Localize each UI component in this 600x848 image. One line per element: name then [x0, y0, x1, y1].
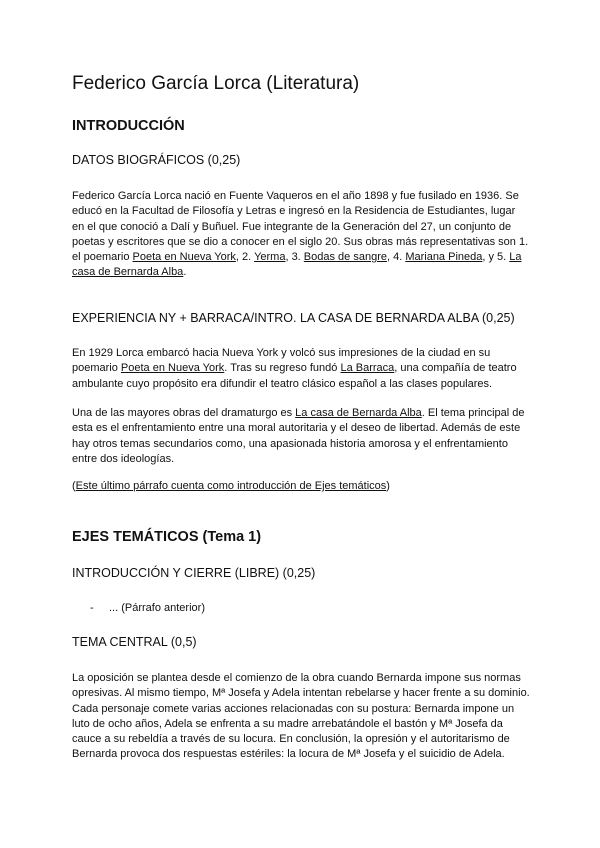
datos-paragraph: Federico García Lorca nació en Fuente Vaqueros en el año 1898 y fue fusilado en 1936. Se educó en la Facultad de Filosofía y Letras e ingresó en la Residencia de Estudiantes, lugar en el que conoció a Dalí y Buñuel. Fue integrante de la Generación del 27, un conjunto de poetas y escritores que se dio a conocer en el siglo 20. Sus obras más representativas son 1. el poemario Poeta en Nueva York, 2. Yerma, 3. Bodas de sangre, 4. Mariana Pineda, y 5. La casa de Bernarda Alba.: [72, 190, 529, 279]
intro-cierre-heading: INTRODUCCIÓN Y CIERRE (LIBRE) (0,25): [72, 566, 316, 580]
work-link-bernarda: La casa de Bernarda Alba: [72, 251, 522, 279]
work-link-barraca: La Barraca: [340, 362, 395, 375]
ejes-heading: EJES TEMÁTICOS (Tema 1): [72, 529, 262, 545]
work-link-bodas: Bodas de sangre: [303, 251, 387, 264]
datos-heading: DATOS BIOGRÁFICOS (0,25): [72, 153, 241, 167]
document-title: Federico García Lorca (Literatura): [72, 73, 360, 94]
bullet-text: ... (Párrafo anterior): [109, 602, 205, 614]
work-link-yerma: Yerma: [254, 251, 286, 264]
tema-central-heading: TEMA CENTRAL (0,5): [72, 635, 197, 649]
experiencia-paragraph-1: En 1929 Lorca embarcó hacia Nueva York y volcó sus impresiones de la ciudad en su poemario Poeta en Nueva York. Tras su regreso fundó La Barraca, una compañía de teatro ambulante cuyo propósito era difundir el teatro clásico español a las clases populares.: [72, 347, 517, 390]
experiencia-heading: EXPERIENCIA NY + BARRACA/INTRO. LA CASA DE BERNARDA ALBA (0,25): [72, 311, 515, 325]
experiencia-paragraph-2: Una de las mayores obras del dramaturgo es La casa de Bernarda Alba. El tema principal de esta es el enfrentamiento entre una moral autoritaria y el deseo de libertad. Además de este hay otros temas secundarios como, una apasionada historia amorosa y el enfrentamiento entre dos ideologías.: [72, 407, 525, 465]
note-paragraph: (Este último párrafo cuenta como introducción de Ejes temáticos): [72, 480, 390, 492]
intro-heading: INTRODUCCIÓN: [72, 118, 185, 134]
work-link-poeta: Poeta en Nueva York: [132, 251, 236, 264]
work-link-mariana: Mariana Pineda: [405, 251, 483, 264]
bullet-dash: -: [90, 602, 94, 614]
tema-central-paragraph: La oposición se plantea desde el comienzo de la obra cuando Bernarda impone sus normas opresivas. Al mismo tiempo, Mª Josefa y Adela intentan rebelarse y hacer frente a su dominio. Cada personaje comete varias acciones relacionadas con su postura: Bernarda impone un luto de ocho años, Adela se enfrenta a su madre arrebatándole el bastón y Mª Josefa da cauce a su rebeldía a través de su locura. En conclusión, la opresión y el autoritarismo de Bernarda provoca dos respuestas estériles: la locura de Mª Josefa y el suicidio de Adela.: [72, 672, 530, 761]
list-item: [72, 602, 372, 617]
work-link-poeta-2: Poeta en Nueva York: [120, 362, 225, 375]
work-link-bernarda-2: La casa de Bernarda Alba: [295, 407, 422, 419]
note-link: Este último párrafo cuenta como introducción de Ejes temáticos: [75, 480, 387, 492]
